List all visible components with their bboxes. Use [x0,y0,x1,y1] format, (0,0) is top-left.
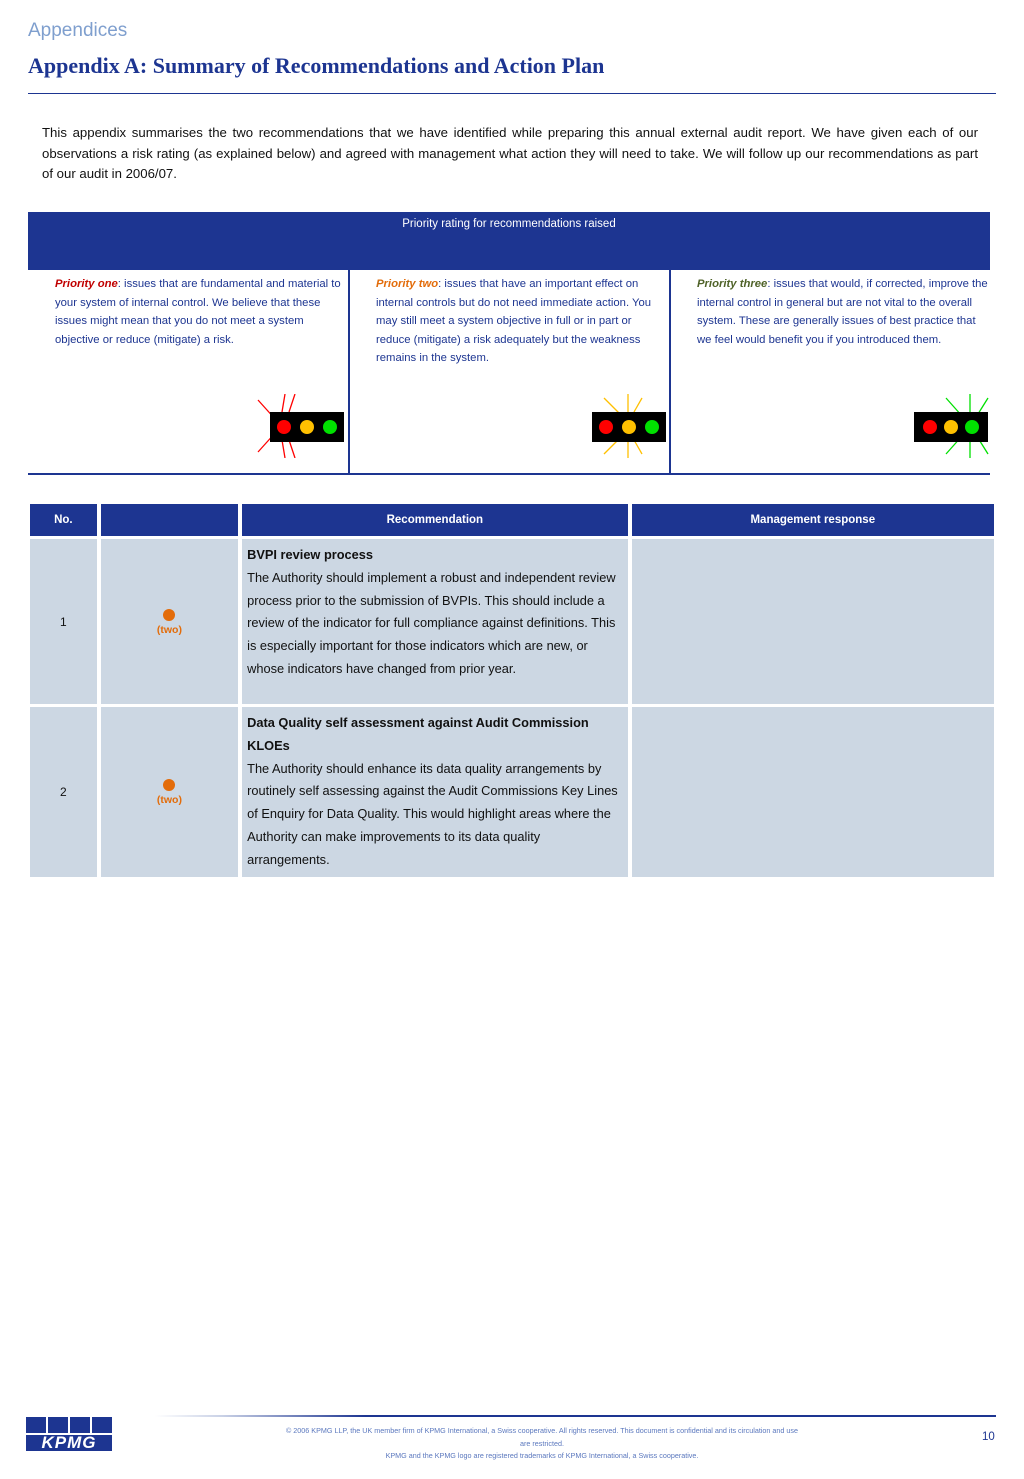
table-row [30,539,994,704]
intro-paragraph: This appendix summarises the two recommendations that we have identified while preparing this annual external audit report. We have given each of our observations a risk rating (as explained below) and agreed with management what action they will need to take. We will follow up our recommendations as part of our audit in 2006/07. [42,125,978,181]
table-header-row [30,504,994,536]
priority-two-dot-icon [163,779,175,791]
footer-line: KPMG and the KPMG logo are registered trademarks of KPMG International, a Swiss cooperative. [385,1451,699,1460]
row-priority [101,707,238,877]
footer-copyright [262,1425,822,1463]
svg-text:KPMG: KPMG [41,1433,97,1451]
row-priority-label: (two) [156,793,182,806]
kpmg-logo [26,1417,112,1451]
title-divider [28,93,996,94]
priority-column-divider [348,270,350,473]
priority-three-text: : issues that would, if corrected, improve the internal control in general but are not vital to the overall system. These are generally issues of best practice that we feel would benefit you if you introduced them. [697,278,988,346]
section-label: Appendices [28,20,128,41]
column-header-priority [101,504,238,536]
column-header-no: No. [30,504,97,536]
column-header-management-response: Management response [632,504,994,536]
priority-three-description [697,275,989,349]
row-priority-label: (two) [156,623,182,636]
row-management-response [632,707,994,877]
page-number: 10 [982,1431,995,1443]
priority-rating-title: Priority rating for recommendations raised [402,218,616,230]
priority-rating-box [28,212,990,475]
recommendation-body: The Authority should implement a robust and independent review process prior to the submission of BVPIs. This should include a review of the indicator for full compliance against definitions. This is especially important for those indicators which are new, or whose indicators have changed from prior year. [247,569,616,676]
recommendations-table [26,501,998,880]
column-header-recommendation: Recommendation [242,504,627,536]
row-number: 2 [30,707,97,877]
row-priority [101,539,238,704]
traffic-light-green-icon [912,394,990,458]
priority-rating-header [28,212,990,270]
footer-divider [155,1415,996,1417]
priority-one-label: Priority one [55,278,118,290]
row-number: 1 [30,539,97,704]
priority-two-label: Priority two [376,278,439,290]
priority-two-description [376,275,668,368]
recommendation-title: BVPI review process [247,547,374,562]
priority-two-text: : issues that have an important effect on internal controls but do not need immediate action. You may still meet a system objective in full or in part or reduce (mitigate) a risk adequately but the weakness remains in the system. [376,278,652,364]
priority-box-bottom-rule [28,473,990,475]
footer-line: © 2006 KPMG LLP, the UK member firm of KPMG International, a Swiss cooperative. All rights reserved. This document is confidential and its circulation and use [286,1426,798,1435]
page-title: Appendix A: Summary of Recommendations and Action Plan [28,53,605,78]
priority-one-text: : issues that are fundamental and material to your system of internal control. We believe that these issues might mean that you do not meet a system objective or reduce (mitigate) a risk. [55,278,341,346]
recommendation-body: The Authority should enhance its data quality arrangements by routinely self assessing against the Audit Commissions Key Lines of Enquiry for Data Quality. This would highlight areas where the Authority can make improvements to its data quality arrangements. [247,760,618,867]
footer-line: are restricted. [520,1438,564,1448]
traffic-light-amber-icon [590,394,670,458]
row-recommendation [242,539,627,704]
priority-two-dot-icon [163,609,175,621]
priority-three-label: Priority three [697,278,768,290]
row-recommendation [242,707,627,877]
priority-one-description [55,275,347,349]
table-row [30,707,994,877]
recommendation-title: Data Quality self assessment against Audit Commission KLOEs [247,715,589,753]
row-management-response [632,539,994,704]
traffic-light-red-icon [256,394,348,458]
